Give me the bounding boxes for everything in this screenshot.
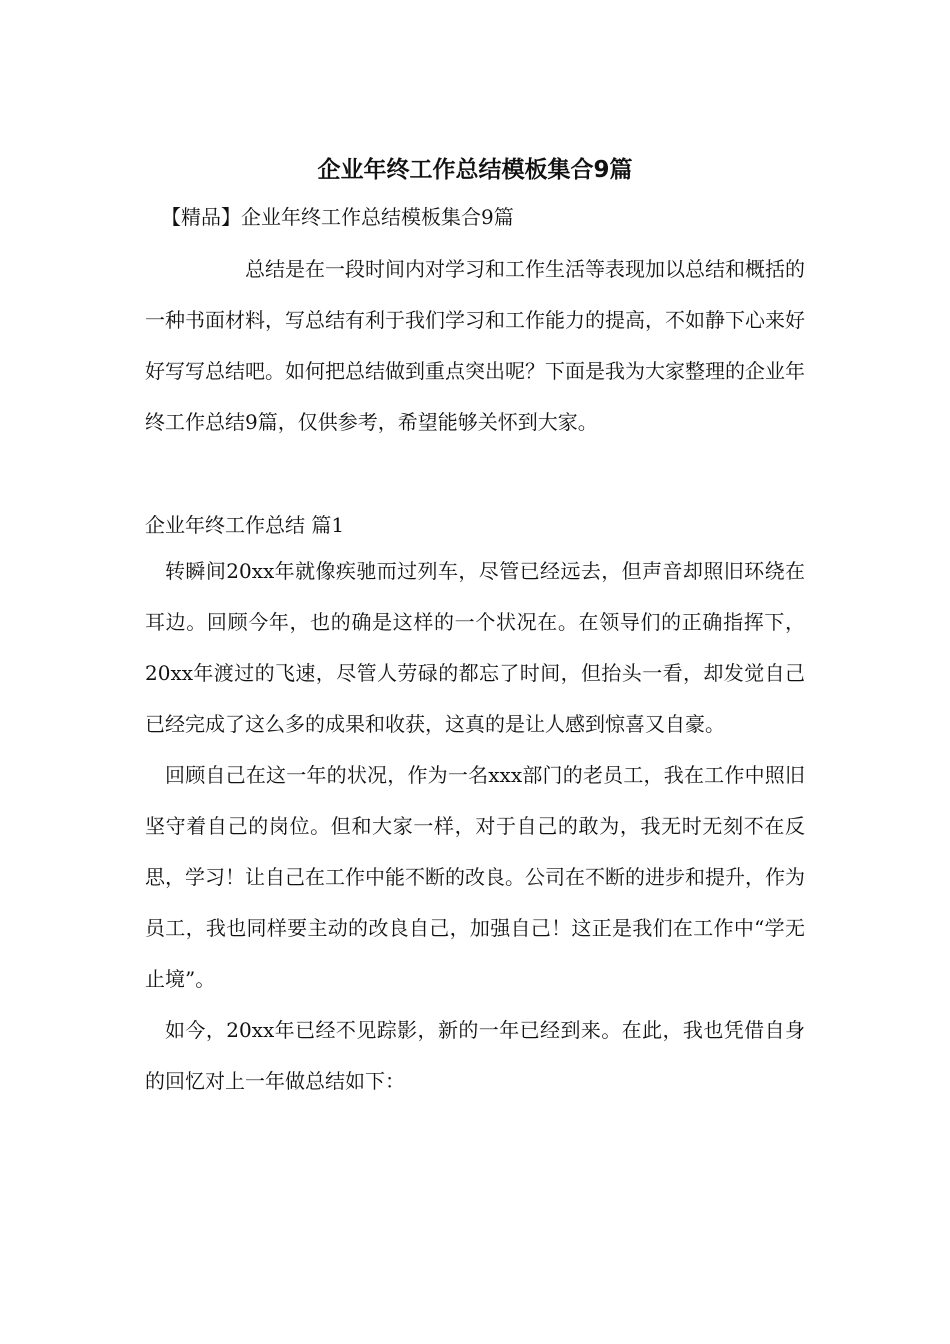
intro-paragraph: 总结是在一段时间内对学习和工作生活等表现加以总结和概括的一种书面材料，写总结有利于我们学习和工作能力的提高，不如静下心来好好写写总结吧。如何把总结做到重点突出呢？下面是我为大家整理的企业年终工作总结9篇，仅供参考，希望能够关怀到大家。 (145, 257, 805, 434)
document-body (145, 150, 805, 1107)
section1-paragraph-2: 回顾自己在这一年的状况，作为一名xxx部门的老员工，我在工作中照旧坚守着自己的岗位。但和大家一样，对于自己的敢为，我无时无刻不在反思，学习！让自己在工作中能不断的改良。公司在不断的进步和提升，作为员工，我也同样要主动的改良自己，加强自己！这正是我们在工作中“学无止境”。 (145, 763, 805, 991)
section1-paragraph-3: 如今，20xx年已经不见踪影，新的一年已经到来。在此，我也凭借自身的回忆对上一年做总结如下： (145, 1018, 805, 1093)
document-title: 企业年终工作总结模板集合9篇 (317, 157, 633, 183)
section1-paragraph-1: 转瞬间20xx年就像疾驰而过列车，尽管已经远去，但声音却照旧环绕在耳边。回顾今年，也的确是这样的一个状况在。在领导们的正确指挥下，20xx年渡过的飞速，尽管人劳碌的都忘了时间，但抬头一看，却发觉自己已经完成了这么多的成果和收获，这真的是让人感到惊喜又自豪。 (145, 559, 805, 736)
document-subtitle: 【精品】企业年终工作总结模板集合9篇 (161, 205, 514, 229)
section-heading-1: 企业年终工作总结 篇1 (145, 513, 345, 537)
